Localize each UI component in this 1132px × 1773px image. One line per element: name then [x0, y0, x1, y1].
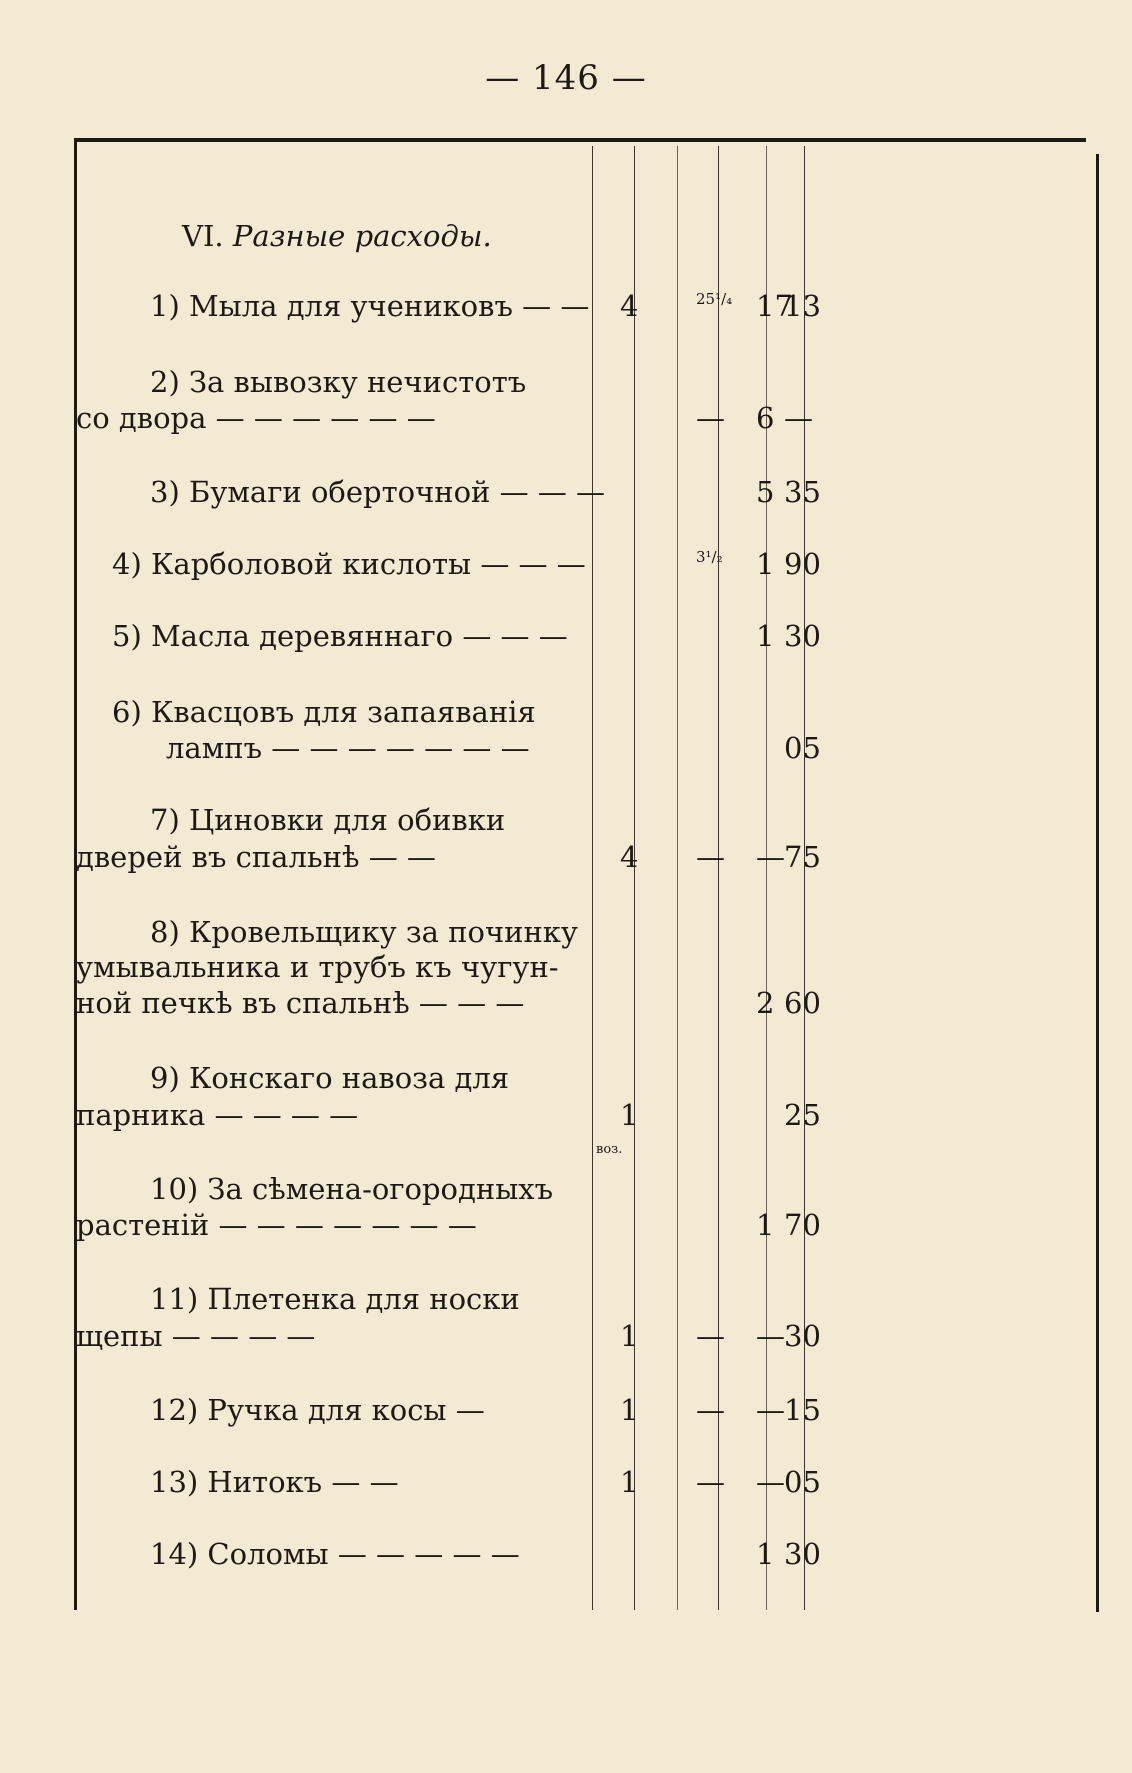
- rubles-cell: —: [756, 840, 785, 874]
- item-text-line: 5) Масла деревяннаго — — —: [112, 619, 568, 653]
- quantity-cell: 4: [620, 289, 639, 323]
- kopecks-cell: 60: [784, 986, 821, 1020]
- kopecks-cell: —: [784, 401, 813, 435]
- item-text-line: 3) Бумаги оберточной — — —: [150, 475, 606, 509]
- kopecks-cell: 30: [784, 1537, 821, 1571]
- kopecks-cell: 90: [784, 547, 821, 581]
- unit-price-cell: —: [696, 1319, 725, 1353]
- kopecks-cell: 05: [784, 1465, 821, 1499]
- rubles-cell: —: [756, 1393, 785, 1427]
- rubles-cell: 17: [756, 289, 793, 323]
- item-text-line: 11) Плетенка для носки: [150, 1282, 520, 1316]
- rubles-cell: 1: [756, 619, 775, 653]
- item-text-line: 13) Нитокъ — —: [150, 1465, 399, 1499]
- quantity-cell: 4: [620, 840, 639, 874]
- rubles-cell: —: [756, 1319, 785, 1353]
- kopecks-cell: 30: [784, 619, 821, 653]
- item-text-line: со двора — — — — — —: [76, 401, 436, 435]
- kopecks-cell: 05: [784, 731, 821, 765]
- item-text-line: щепы — — — —: [76, 1319, 316, 1353]
- unit-price-cell: 25¹/₄: [696, 290, 733, 308]
- rubles-cell: 1: [756, 547, 775, 581]
- column-divider: [766, 146, 767, 1610]
- item-text-line: дверей въ спальнѣ — —: [76, 840, 436, 874]
- item-text-line: 2) За вывозку нечистотъ: [150, 365, 527, 399]
- kopecks-cell: 25: [784, 1098, 821, 1132]
- page-number: — 146 —: [485, 58, 647, 98]
- item-text-line: лампъ — — — — — — —: [166, 731, 530, 765]
- rubles-cell: —: [756, 1465, 785, 1499]
- column-divider: [718, 146, 719, 1610]
- rubles-cell: 5: [756, 475, 775, 509]
- item-text-line: парника — — — —: [76, 1098, 359, 1132]
- kopecks-cell: 75: [784, 840, 821, 874]
- item-text-line: 12) Ручка для косы —: [150, 1393, 485, 1427]
- quantity-cell: 1: [620, 1465, 639, 1499]
- kopecks-cell: 35: [784, 475, 821, 509]
- rubles-cell: 6: [756, 401, 775, 435]
- item-text-line: 8) Кровельщику за починку: [150, 915, 578, 949]
- column-divider: [804, 146, 805, 1610]
- top-rule: [74, 138, 1086, 142]
- quantity-cell: 1: [620, 1393, 639, 1427]
- kopecks-cell: 30: [784, 1319, 821, 1353]
- section-title: Разные расходы.: [232, 219, 492, 253]
- quantity-unit: воз.: [596, 1142, 623, 1157]
- item-text-line: умывальника и трубъ къ чугун-: [76, 950, 559, 984]
- kopecks-cell: 15: [784, 1393, 821, 1427]
- rubles-cell: 1: [756, 1537, 775, 1571]
- item-text-line: 10) За сѣмена-огородныхъ: [150, 1172, 554, 1206]
- item-text-line: ной печкѣ въ спальнѣ — — —: [76, 986, 525, 1020]
- item-text-line: 9) Конскаго навоза для: [150, 1061, 510, 1095]
- column-divider: [634, 146, 635, 1610]
- unit-price-cell: —: [696, 1393, 725, 1427]
- section-number: VI.: [182, 219, 224, 253]
- item-text-line: растеній — — — — — — —: [76, 1208, 477, 1242]
- unit-price-cell: —: [696, 840, 725, 874]
- rubles-cell: 2: [756, 986, 775, 1020]
- right-rule: [1096, 154, 1099, 1612]
- column-divider: [677, 146, 678, 1610]
- kopecks-cell: 13: [784, 289, 821, 323]
- section-heading: [182, 219, 492, 253]
- unit-price-cell: 3¹/₂: [696, 548, 723, 566]
- item-text-line: 4) Карболовой кислоты — — —: [112, 547, 586, 581]
- unit-price-cell: —: [696, 401, 725, 435]
- kopecks-cell: 70: [784, 1208, 821, 1242]
- column-divider: [592, 146, 593, 1610]
- item-text-line: 14) Соломы — — — — —: [150, 1537, 520, 1571]
- rubles-cell: 1: [756, 1208, 775, 1242]
- item-text-line: 6) Квасцовъ для запаяванія: [112, 695, 536, 729]
- left-rule: [74, 138, 77, 1610]
- item-text-line: 7) Циновки для обивки: [150, 803, 506, 837]
- quantity-cell: 1: [620, 1319, 639, 1353]
- unit-price-cell: —: [696, 1465, 725, 1499]
- item-text-line: 1) Мыла для учениковъ — —: [150, 289, 590, 323]
- quantity-cell: 1: [620, 1098, 639, 1132]
